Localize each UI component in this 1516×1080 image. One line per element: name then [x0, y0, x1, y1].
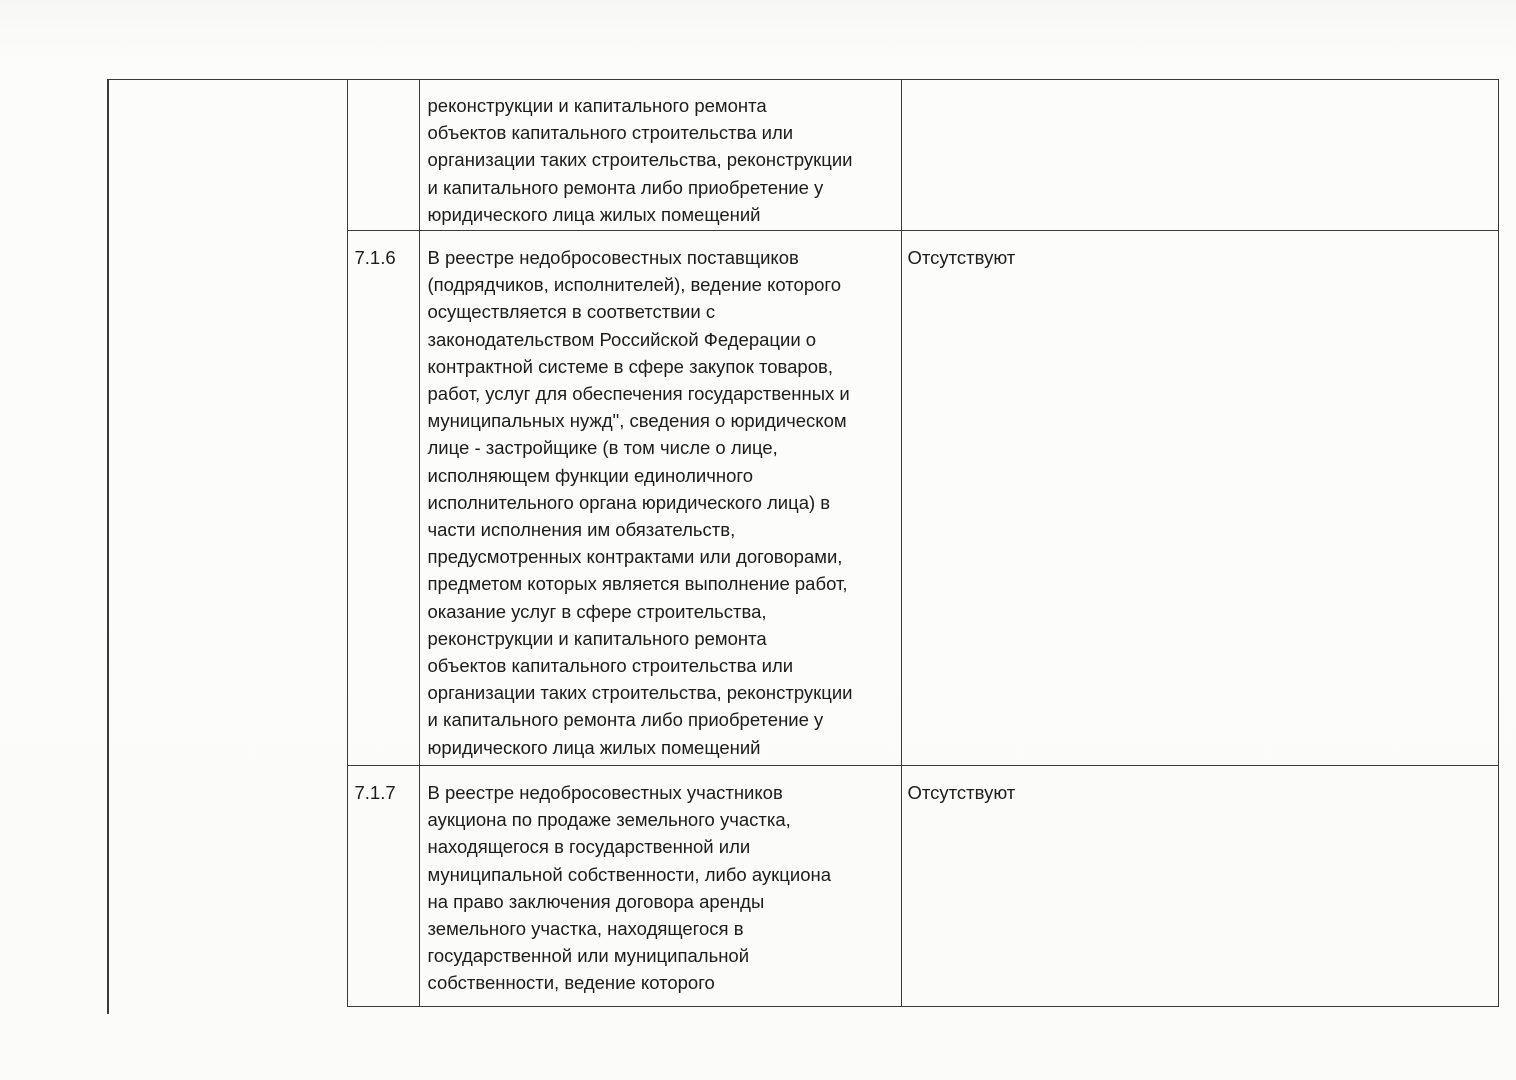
description-line: В реестре недобросовестных участников — [427, 782, 783, 803]
description-line: юридического лица жилых помещений — [427, 736, 761, 758]
value-cell — [901, 80, 1498, 231]
number-cell — [347, 231, 419, 766]
table-row-continuation — [108, 80, 1498, 231]
description-line: реконструкции и капитального ремонта — [427, 95, 767, 116]
description-cell — [419, 80, 901, 231]
description-line: (подрядчиков, исполнителей), ведение которого — [427, 274, 842, 296]
item-value: Отсутствуют — [907, 782, 1016, 803]
description-line: работ, услуг для обеспечения государственных и — [427, 383, 850, 405]
description-line: контрактной системе в сфере закупок товаров, — [427, 355, 833, 377]
description-line: В реестре недобросовестных поставщиков — [427, 247, 799, 268]
description-line: осуществляется в соответствии с — [427, 301, 716, 323]
number-cell — [347, 766, 419, 1007]
description-line: и капитального ремонта либо приобретение у — [427, 709, 824, 731]
description-line: находящегося в государственной или — [427, 836, 751, 858]
description-line: муниципальных нужд", сведения о юридическом — [427, 410, 847, 432]
description-line: реконструкции и капитального ремонта — [427, 627, 767, 649]
description-line: части исполнения им обязательств, — [427, 519, 736, 541]
description-line: муниципальной собственности, либо аукциона — [427, 863, 832, 885]
description-line: исполняющем функции единоличного — [427, 464, 754, 486]
description-line: аукциона по продаже земельного участка, — [427, 809, 791, 831]
description-line: лице - застройщике (в том числе о лице, — [427, 437, 778, 459]
description-text — [420, 766, 901, 997]
item-number: 7.1.6 — [354, 247, 396, 268]
description-line: и капитального ремонта либо приобретение у — [427, 176, 824, 198]
description-line: собственности, ведение которого — [427, 972, 715, 994]
description-line: предусмотренных контрактами или договорами, — [427, 546, 843, 568]
description-line: организации таких строительства, реконструкции — [427, 149, 853, 171]
description-line: законодательством Российской Федерации о — [427, 328, 817, 350]
description-text — [420, 80, 901, 228]
description-line: организации таких строительства, реконструкции — [427, 682, 853, 704]
description-line: на право заключения договора аренды — [427, 890, 765, 912]
description-line: объектов капитального строительства или — [427, 122, 794, 144]
description-line: государственной или муниципальной — [427, 945, 750, 967]
value-cell — [901, 766, 1498, 1007]
number-cell — [347, 80, 419, 231]
description-line: юридического лица жилых помещений — [427, 203, 761, 225]
description-line: земельного участка, находящегося в — [427, 918, 744, 940]
description-line: оказание услуг в сфере строительства, — [427, 600, 767, 622]
description-line: исполнительного органа юридического лица) в — [427, 491, 831, 513]
description-line: объектов капитального строительства или — [427, 655, 794, 677]
item-value: Отсутствуют — [907, 247, 1016, 268]
disclosure-table — [108, 79, 1499, 1007]
section-cell — [108, 80, 347, 1007]
description-text — [420, 231, 901, 761]
description-cell — [419, 766, 901, 1007]
value-cell — [901, 231, 1498, 766]
description-line: предметом которых является выполнение работ, — [427, 573, 848, 595]
description-cell — [419, 231, 901, 766]
item-number: 7.1.7 — [354, 782, 396, 803]
